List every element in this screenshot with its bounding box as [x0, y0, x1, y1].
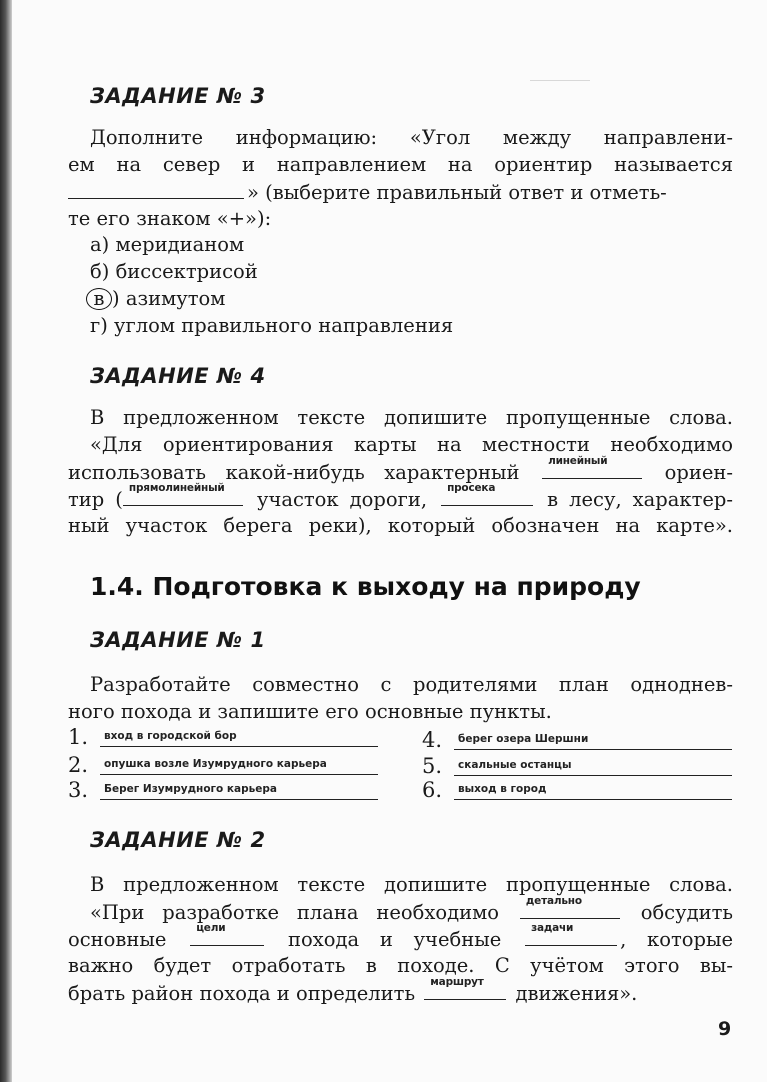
plan-item-4	[422, 724, 734, 752]
task2-line5-text: брать район похода и определить	[68, 982, 416, 1005]
plan-number: 3.	[68, 778, 89, 802]
option-text: углом правильного направления	[114, 314, 454, 337]
task4-line4	[68, 482, 734, 512]
plan-number: 5.	[422, 754, 443, 778]
task4-line4-end: в лесу, характер-	[547, 488, 734, 511]
task4-blank-3	[441, 482, 533, 506]
option-text: биссектрисой	[115, 260, 258, 283]
scan-speck	[530, 80, 590, 81]
plan-item-2	[68, 749, 380, 777]
task1-heading: ЗАДАНИЕ № 1	[90, 628, 266, 652]
task3-answer-blank	[68, 178, 244, 199]
handwritten-answer: опушка возле Изумрудного карьера	[104, 758, 327, 770]
task3-line4: те его знаком «+»):	[68, 207, 272, 230]
task4-heading: ЗАДАНИЕ № 4	[90, 364, 266, 388]
task2-line3-mid: похода и учебные	[287, 928, 502, 951]
option-letter: б)	[90, 260, 110, 283]
handwritten-answer: цели	[196, 922, 226, 934]
task3-line3	[68, 178, 733, 205]
task1-line1: Разработайте совместно с родителями план одноднев-	[90, 673, 733, 696]
task2-blank-3	[525, 922, 617, 946]
handwritten-answer: берег озера Шершни	[458, 733, 589, 745]
handwritten-answer: задачи	[531, 922, 574, 934]
selected-answer-circle: в	[86, 288, 112, 310]
task4-line1: В предложенном тексте допишите пропущенные слова.	[90, 406, 733, 429]
handwritten-answer: прямолинейный	[128, 482, 225, 494]
task2-line5	[68, 976, 733, 1006]
task4-line4-mid: участок дороги,	[256, 488, 428, 511]
plan-line	[100, 722, 378, 747]
handwritten-answer: выход в город	[458, 783, 547, 795]
task4-line2: «Для ориентирования карты на местности необходимо	[90, 433, 733, 456]
plan-number: 2.	[68, 753, 89, 777]
task4-line4-start: тир (	[68, 488, 123, 511]
task4-line5: ный участок берега реки), который обозначен на карте».	[68, 514, 733, 537]
handwritten-answer: вход в городской бор	[104, 730, 237, 742]
task1-line2: ного похода и запишите его основные пункты.	[68, 700, 552, 723]
task2-line2	[90, 895, 733, 925]
plan-line	[454, 775, 732, 800]
task3-line3-text: » (выберите правильный ответ и отметь-	[247, 181, 667, 204]
task4-blank-1	[542, 455, 642, 479]
task4-line3-text: использовать какой-нибудь характерный	[68, 461, 520, 484]
task3-line1: Дополните информацию: «Угол между направлени-	[90, 126, 733, 149]
plan-line	[100, 750, 378, 775]
plan-line	[100, 775, 378, 800]
task2-line1: В предложенном тексте допишите пропущенные слова.	[90, 873, 733, 896]
task2-line3	[68, 922, 734, 952]
task3-option-c-selected: в ) азимутом	[90, 285, 225, 312]
page-number: 9	[718, 1018, 732, 1040]
task3-option-b	[90, 258, 258, 285]
plan-item-6	[422, 774, 734, 802]
task2-line3-start: основные	[68, 928, 167, 951]
handwritten-answer: скальные останцы	[458, 759, 572, 771]
task2-blank-4	[424, 976, 506, 1000]
handwritten-answer: маршрут	[430, 976, 484, 988]
plan-number: 1.	[68, 725, 89, 749]
handwritten-answer: просека	[447, 482, 496, 494]
task2-line3-end: , которые	[620, 928, 734, 951]
task2-line5-end: движения».	[515, 982, 638, 1005]
task2-blank-2	[190, 922, 264, 946]
task3-option-d	[90, 312, 453, 339]
handwritten-answer: Берег Изумрудного карьера	[104, 783, 277, 795]
task2-line2-end: обсудить	[640, 901, 733, 924]
section-title: 1.4. Подготовка к выходу на природу	[90, 572, 641, 601]
plan-number: 6.	[422, 778, 443, 802]
plan-line	[454, 751, 732, 776]
plan-item-3	[68, 774, 380, 802]
option-text: азимутом	[125, 287, 226, 310]
option-text: меридианом	[115, 233, 245, 256]
task4-blank-2	[123, 482, 243, 506]
option-letter: г)	[90, 314, 108, 337]
task2-heading: ЗАДАНИЕ № 2	[90, 828, 266, 852]
plan-line	[454, 725, 732, 750]
task3-option-a	[90, 231, 244, 258]
task4-line3-end: ориен-	[664, 461, 733, 484]
option-letter: а)	[90, 233, 110, 256]
task2-line2-text: «При разработке плана необходимо	[90, 901, 500, 924]
task3-heading: ЗАДАНИЕ № 3	[90, 84, 266, 108]
task3-line2: ем на север и направлением на ориентир называется	[68, 153, 733, 176]
task2-line4: важно будет отработать в походе. С учётом этого вы-	[68, 954, 733, 977]
handwritten-answer: детально	[525, 895, 582, 907]
plan-item-1	[68, 721, 380, 749]
plan-number: 4.	[422, 728, 443, 752]
handwritten-answer: линейный	[548, 455, 608, 467]
book-spine-shadow	[0, 0, 12, 1082]
